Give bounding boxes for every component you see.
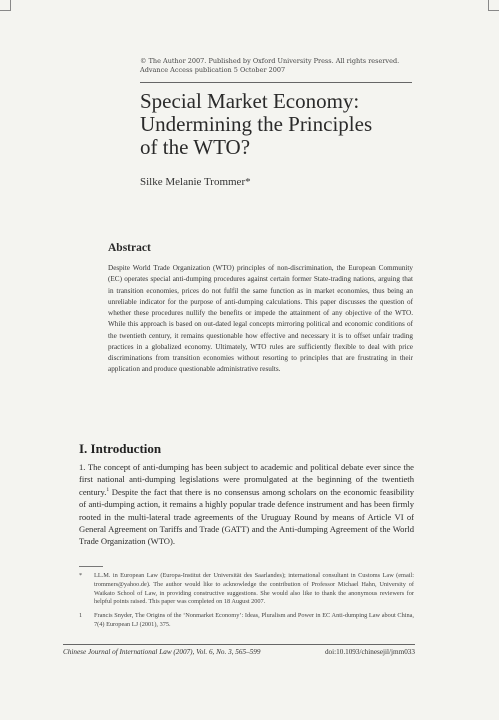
crop-mark-right [488, 0, 499, 11]
footnote-1 [79, 612, 414, 630]
footnote-mark: 1 [79, 612, 83, 619]
abstract-heading: Abstract [108, 242, 151, 254]
paragraph-start: 1. The concept of anti-dumping has been subject to academic and political debate ever since the first national anti-dumping legislations were promulgated at the beginning of the twentieth century. [79, 462, 414, 497]
article-title [140, 90, 420, 159]
author-name: Silke Melanie Trommer* [140, 176, 251, 188]
paragraph-end: Despite the fact that there is no consensus among scholars on the economic feasibility of anti-dumping action, it remains a highly popular trade defence instrument and has been firmly rooted in the multi-lateral trade agreements of the Uruguay Round by means of Article VI of General Agreement on Tariffs and Trade (GATT) and the Anti-dumping Agreement of the World Trade Organization (WTO). [79, 486, 414, 547]
journal-citation: Chinese Journal of International Law (2007), Vol. 6, No. 3, 565–599 [63, 648, 261, 656]
publication-date-line: Advance Access publication 5 October 2007 [140, 65, 286, 74]
footnote-mark: * [79, 572, 83, 579]
header-rule [140, 82, 412, 83]
footnote-rule [79, 566, 103, 567]
footnote-reference[interactable]: 1 [106, 486, 110, 493]
abstract-text: Despite World Trade Organization (WTO) principles of non-discrimination, the European Community (EC) operates special anti-dumping procedures against certain former State-trading nations, arguing that in transition economies, prices do not fulfil the same function as in market economies, thus being an unreliable indicator for the purpose of anti-dumping calculations. This paper discusses the question of whether these procedures nullify the benefits or impede the attainment of any objective of the WTO. While this approach is based on out-dated legal concepts mirroring political and economic conditions of the twentieth century, it remains questionable how effective and necessary it is to offset unfair trading practices in a globalized economy. Ultimately, WTO rules are sufficiently flexible to deal with price discriminations from transition economies without resorting to principles that are frustrating in their application and produce questionable administrative results. [108, 264, 413, 374]
doi-link[interactable]: doi:10.1093/chinesejil/jmm033 [324, 648, 415, 656]
copyright-line: © The Author 2007. Published by Oxford University Press. All rights reserved. [140, 57, 400, 65]
footnote-author [79, 572, 414, 607]
footer-rule [63, 644, 415, 645]
title-line-3: of the WTO? [140, 135, 251, 159]
section-heading: I. Introduction [79, 441, 162, 456]
footnote-text: LL.M. in European Law (Europa-Institut der Universität des Saarlandes); international consultant in Customs Law (email: trommers@yahoo.de). The author would like to acknowledge the contribution of Professor Michael Hahn, University of Waikato School of Law, in providing constructive suggestions. She would also like to thank the anonymous reviewers for helpful points raised. This paper was completed on 18 August 2007. [94, 572, 414, 606]
crop-mark-left [0, 0, 11, 11]
body-paragraph [79, 461, 414, 548]
title-line-1: Special Market Economy: [140, 89, 360, 113]
title-line-2: Undermining the Principles [140, 112, 373, 136]
footnote-text: Francis Snyder, The Origins of the ‘Nonmarket Economy’: Ideas, Pluralism and Power in EC Anti-dumping Law about China, 7(4) European LJ (2001), 375. [94, 612, 414, 628]
copyright-notice [140, 57, 399, 74]
